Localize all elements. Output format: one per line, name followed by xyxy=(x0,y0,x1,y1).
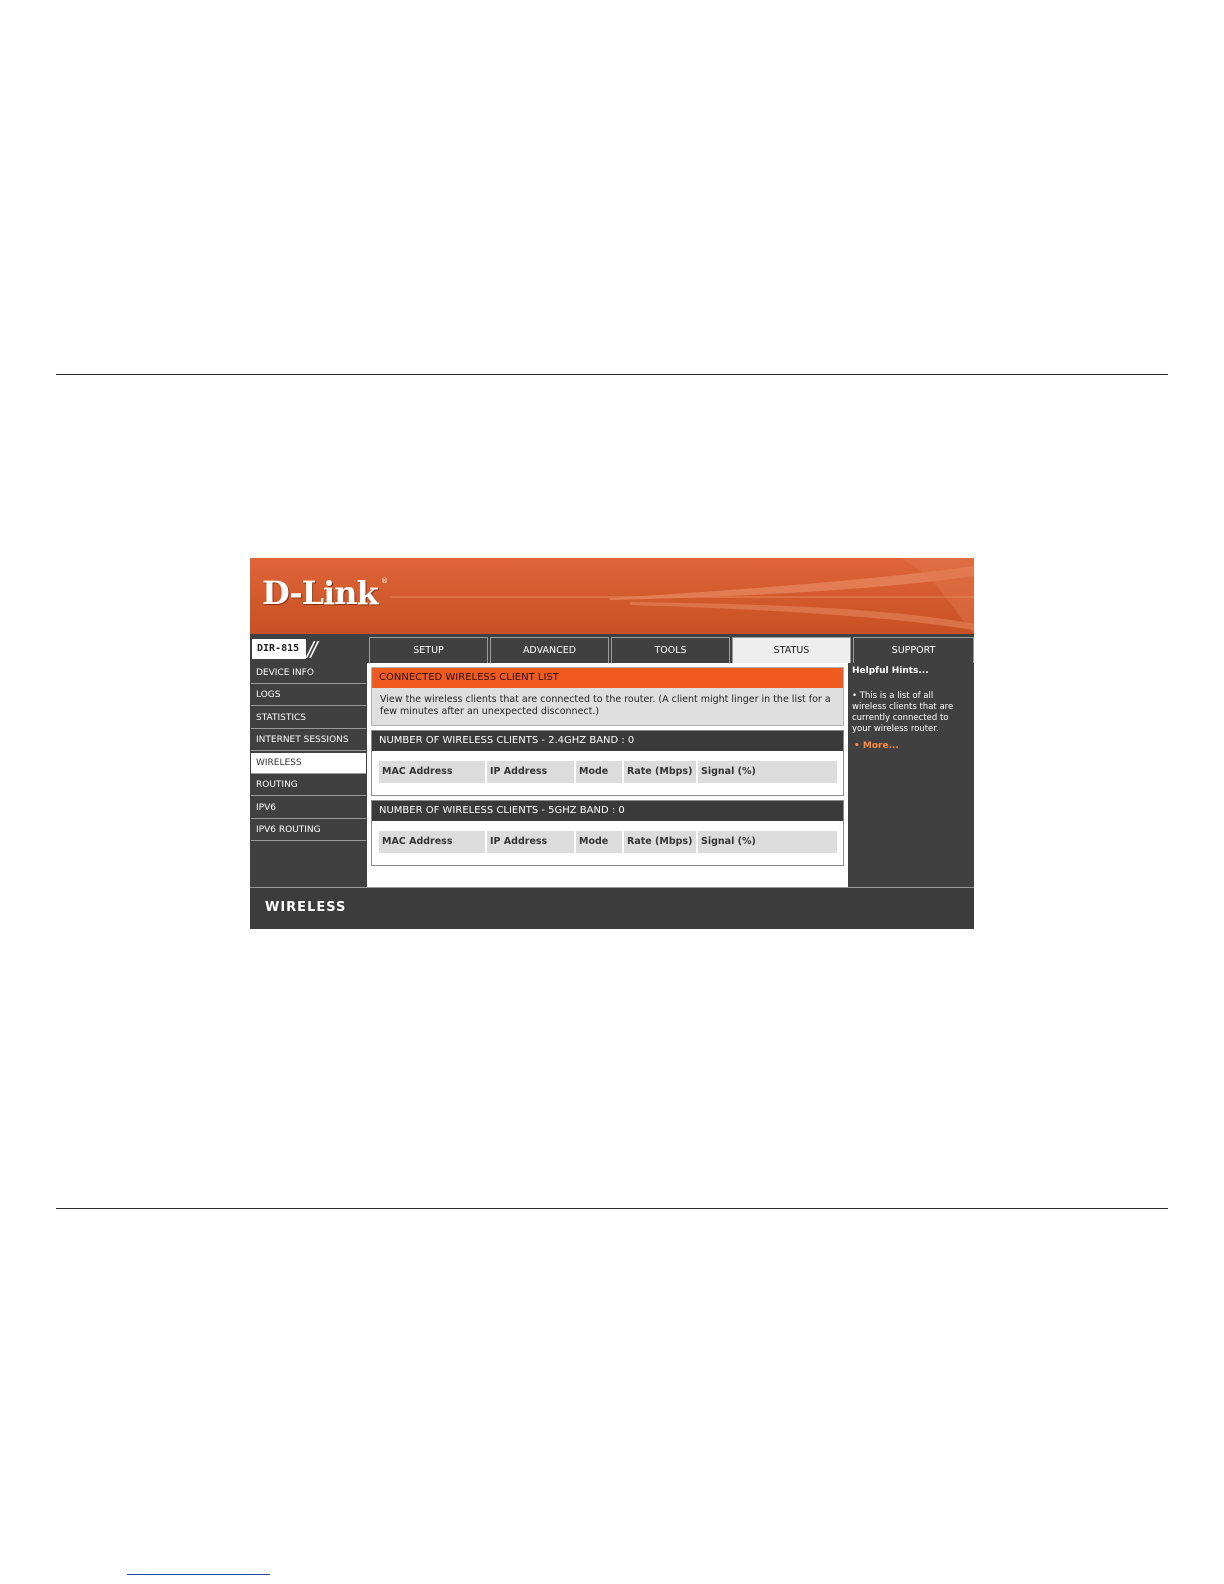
col-mode: Mode xyxy=(576,831,624,853)
col-ip-address: IP Address xyxy=(487,761,576,783)
band-24-section xyxy=(371,730,844,796)
tab-tools[interactable]: TOOLS xyxy=(611,637,730,663)
registered-mark: ® xyxy=(381,577,388,585)
sidebar-item-statistics[interactable]: STATISTICS xyxy=(251,708,366,729)
sidebar-item-wireless[interactable]: WIRELESS xyxy=(251,753,366,774)
main-content xyxy=(367,663,848,887)
tab-status[interactable]: STATUS xyxy=(732,637,851,663)
col-ip-address: IP Address xyxy=(487,831,576,853)
tab-advanced[interactable]: ADVANCED xyxy=(490,637,609,663)
col-signal: Signal (%) xyxy=(701,766,756,777)
band-5-title: NUMBER OF WIRELESS CLIENTS - 5GHZ BAND : 0 xyxy=(372,801,843,821)
top-divider xyxy=(56,374,1168,375)
col-mode: Mode xyxy=(576,761,624,783)
hints-more-link[interactable]: • More... xyxy=(854,741,899,751)
helpful-hints-panel xyxy=(849,663,974,887)
header-banner xyxy=(250,558,974,634)
band-24-table xyxy=(379,761,837,783)
tab-support[interactable]: SUPPORT xyxy=(853,637,974,663)
bottom-divider xyxy=(56,1208,1168,1209)
client-list-description: View the wireless clients that are connected to the router. (A client might linger in the list for a few minutes after an unexpected disconnect.) xyxy=(380,694,831,717)
col-signal: Signal (%) xyxy=(701,836,756,847)
sidebar-item-ipv6[interactable]: IPV6 xyxy=(251,798,366,819)
sidebar-item-logs[interactable]: LOGS xyxy=(251,685,366,706)
band-5-section xyxy=(371,800,844,866)
sidebar-item-internet-sessions[interactable]: INTERNET SESSIONS xyxy=(251,730,366,751)
band-24-title: NUMBER OF WIRELESS CLIENTS - 2.4GHZ BAND : 0 xyxy=(372,731,843,751)
sidebar-item-ipv6-routing[interactable]: IPV6 ROUTING xyxy=(251,820,366,841)
band-5-table xyxy=(379,831,837,853)
dlink-logo: D-Link xyxy=(262,574,378,612)
hints-title: Helpful Hints... xyxy=(852,666,929,676)
col-mac-address: MAC Address xyxy=(379,761,487,783)
sidebar-item-device-info[interactable]: DEVICE INFO xyxy=(251,663,366,684)
top-nav xyxy=(250,635,974,663)
client-list-section xyxy=(371,667,844,726)
col-mac-address: MAC Address xyxy=(379,831,487,853)
sidebar-item-routing[interactable]: ROUTING xyxy=(251,775,366,796)
sidebar xyxy=(250,663,366,887)
col-rate: Rate (Mbps) xyxy=(624,831,698,853)
footer-link-underline xyxy=(127,1574,270,1575)
hints-text: • This is a list of all wireless clients that are currently connected to your wireless router. xyxy=(852,691,954,734)
client-list-title: CONNECTED WIRELESS CLIENT LIST xyxy=(372,668,843,688)
tab-setup[interactable]: SETUP xyxy=(369,637,488,663)
model-separator: // xyxy=(307,637,315,661)
col-rate: Rate (Mbps) xyxy=(624,761,698,783)
footer-bar xyxy=(250,887,974,929)
router-screenshot xyxy=(250,558,974,929)
footer-label: WIRELESS xyxy=(265,900,347,915)
model-label: DIR-815 xyxy=(252,639,306,659)
